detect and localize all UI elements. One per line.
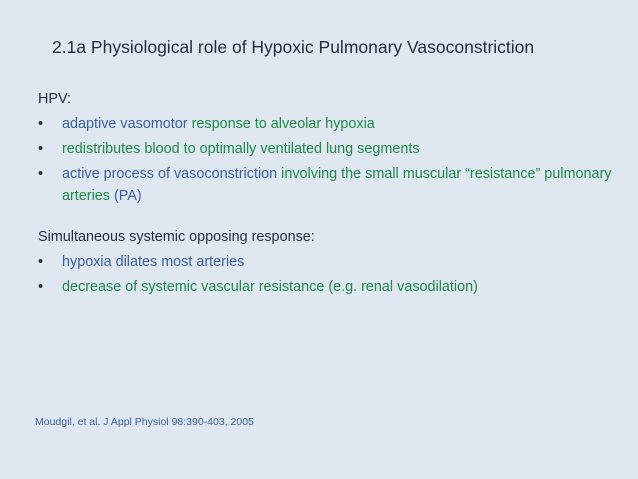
list-item — [38, 138, 618, 160]
bullet-icon: • — [38, 116, 44, 132]
reference-citation: Moudgil, et al. J Appl Physiol 98:390-403, 2005 — [35, 416, 254, 428]
list-item — [38, 276, 618, 298]
bullet-text: active process of vasoconstriction — [62, 166, 282, 182]
bullet-icon: • — [38, 141, 44, 157]
bullet-icon: • — [38, 166, 44, 182]
bullet-text-abbrev: (PA) — [113, 188, 142, 204]
bullet-icon: • — [38, 279, 44, 295]
bullet-text: redistributes blood to optimally ventilated lung segments — [62, 141, 420, 157]
section-heading-systemic: Simultaneous systemic opposing response: — [38, 229, 315, 245]
systemic-bullet-list — [38, 251, 618, 298]
bullet-text-highlight: involving the small muscular “resistance” pulmonary arteries — [62, 166, 612, 204]
section-spacer — [38, 207, 618, 226]
bullet-text-highlight: response to alveolar hypoxia — [191, 116, 375, 132]
hpv-bullet-list — [38, 113, 618, 207]
list-item — [38, 251, 618, 273]
list-item — [38, 163, 618, 207]
section-heading-hpv: HPV: — [38, 91, 72, 107]
list-item — [38, 113, 618, 135]
slide-body — [38, 88, 618, 298]
bullet-text: hypoxia dilates most arteries — [62, 254, 245, 270]
bullet-text: adaptive vasomotor — [62, 116, 192, 132]
bullet-icon: • — [38, 254, 44, 270]
bullet-text: decrease of systemic vascular resistance (e.g. renal vasodilation) — [62, 279, 478, 295]
slide-title: 2.1a Physiological role of Hypoxic Pulmonary Vasoconstriction — [52, 37, 535, 57]
